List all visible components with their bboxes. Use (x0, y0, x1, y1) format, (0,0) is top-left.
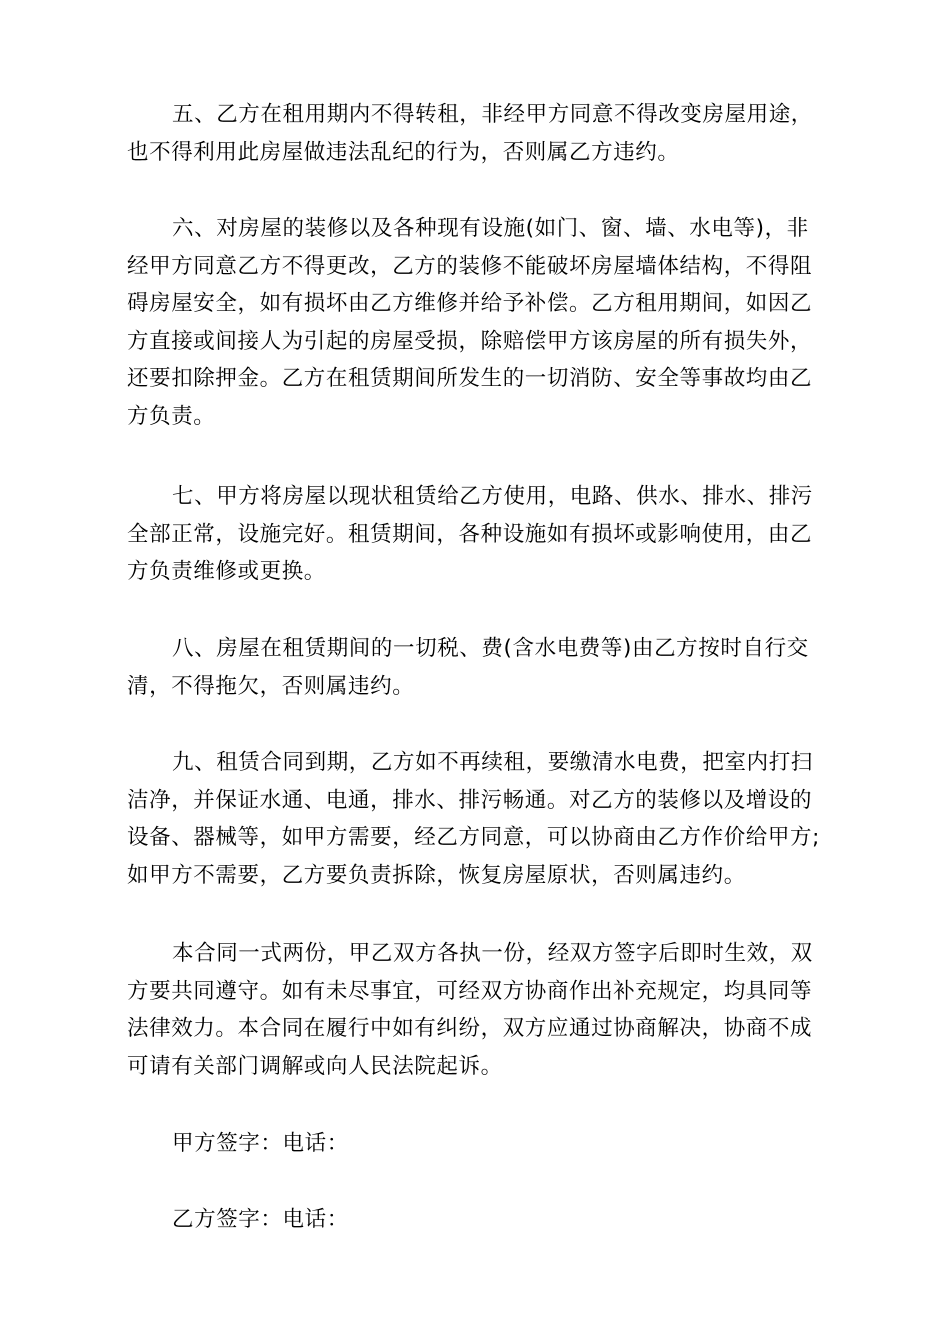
clause-seven: 七、甲方将房屋以现状租赁给乙方使用，电路、供水、排水、排污全部正常，设施完好。租赁期间，各种设施如有损坏或影响使用，由乙方负责维修或更换。 (127, 484, 813, 585)
party-a-signature-line: 甲方签字：电话： (172, 1131, 349, 1156)
contract-effect-clause: 本合同一式两份，甲乙双方各执一份，经双方签字后即时生效，双方要共同遵守。如有未尽事宜，可经双方协商作出补充规定，均具同等法律效力。本合同在履行中如有纠纷，双方应通过协商解决，协商不成可请有关部门调解或向人民法院起诉。 (127, 941, 813, 1079)
clause-eight: 八、房屋在租赁期间的一切税、费(含水电费等)由乙方按时自行交清，不得拖欠，否则属违约。 (127, 636, 809, 699)
clause-nine: 九、租赁合同到期，乙方如不再续租，要缴清水电费，把室内打扫洁净，并保证水通、电通，排水、排污畅通。对乙方的装修以及增设的设备、器械等，如甲方需要，经乙方同意，可以协商由乙方作价给甲方;如甲方不需要，乙方要负责拆除，恢复房屋原状，否则属违约。 (127, 750, 820, 888)
clause-five: 五、乙方在租用期内不得转租，非经甲方同意不得改变房屋用途，也不得利用此房屋做违法乱纪的行为，否则属乙方违约。 (127, 102, 813, 165)
party-b-signature-line: 乙方签字：电话： (172, 1207, 349, 1232)
clause-six: 六、对房屋的装修以及各种现有设施(如门、窗、墙、水电等)，非经甲方同意乙方不得更改，乙方的装修不能破坏房屋墙体结构，不得阻碍房屋安全，如有损坏由乙方维修并给予补偿。乙方租用期间，如因乙方直接或间接人为引起的房屋受损，除赔偿甲方该房屋的所有损失外，还要扣除押金。乙方在租赁期间所发生的一切消防、安全等事故均由乙方负责。 (127, 216, 813, 429)
